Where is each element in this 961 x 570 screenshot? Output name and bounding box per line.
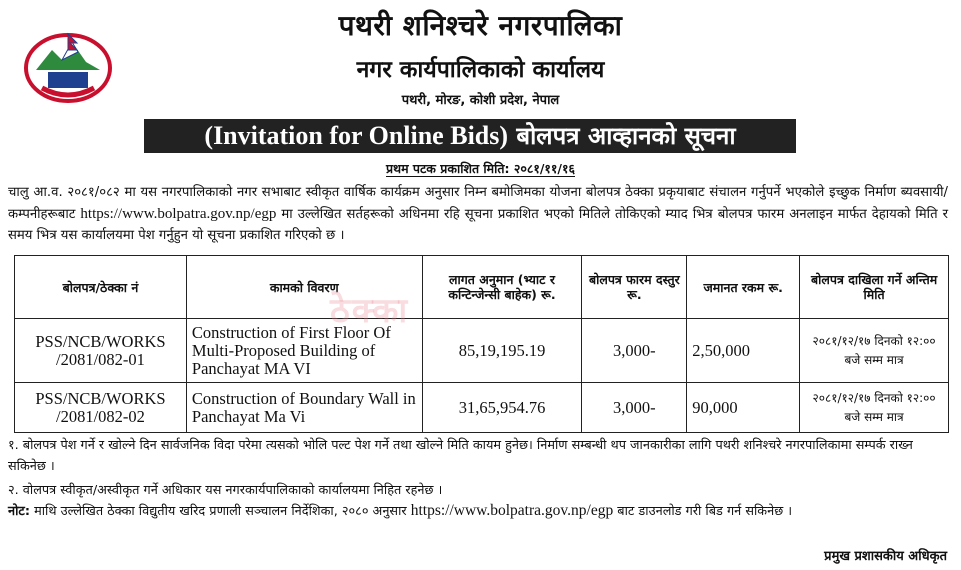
publication-date [0,160,961,177]
security-amount: 2,50,000 [687,319,800,383]
work-description: Construction of First Floor Of Multi-Proposed Building of Panchayat MA VI [186,319,422,383]
note-1: १. बोलपत्र पेश गर्ने र खोल्ने दिन सार्वजनिक विदा परेमा त्यसको भोलि पल्ट पेश गर्ने तथा खोल्ने मिति कायम हुनेछ। निर्माण सम्बन्धी थप जानकारीका लागि पथरी शनिश्चरे नगरपालिकामा सम्पर्क राख्न सकिनेछ । [8,438,913,474]
cost-estimate: 31,65,954.76 [422,383,582,433]
bolpatra-download-link[interactable]: https://www.bolpatra.gov.np/egp [410,502,614,519]
office-name: नगर कार्यपालिकाको कार्यालय [356,57,605,83]
intro-paragraph [8,182,948,247]
notice-title-english: (Invitation for Online Bids) [204,121,509,150]
intro-text-1: चालु आ.व. २०८१/०८२ मा यस नगरपालिकाको नगर सभाबाट स्वीकृत वार्षिक कार्यक्रम अनुसार निम्न बमोजिमका योजना बोलपत्र ठेक्का प्रकृयाबाट संचालन गर्नुपर्ने भएकोले इच्छुक निर्माण ब्यवसायी/कम्पनीहरूबाट [8,185,948,222]
intro-text-2: मा उल्लेखित सर्तहरूको अधिनमा रहि सूचना प्रकाशित भएको मितिले तोकिएको म्याद भित्र बोलपत्र फारम अनलाइन मार्फत देहायको मिति र समय भित्र यस कार्यालयमा पेश गर्नुहुन यो सूचना प्रकाशित गरिएको छ । [8,206,948,243]
watermark: ठेक्का [330,291,410,331]
col-header-description: कामको विवरण [186,256,422,319]
col-header-form-fee: बोलपत्र फारम दस्तुर रू. [582,256,687,319]
note-label: नोट: [8,504,30,519]
publication-date-text: प्रथम पटक प्रकाशित मिति: २०८१/११/१६ [385,161,575,176]
deadline: २०८१/१२/१७ दिनको १२:०० बजे सम्म मात्र [800,319,949,383]
note-3 [8,500,948,522]
col-header-deadline: बोलपत्र दाखिला गर्ने अन्तिम मिति [800,256,949,319]
bid-table [14,255,949,433]
note-3-text-1: माथि उल्लेखित ठेक्का विद्युतीय खरिद प्रणाली सञ्चालन निर्देशिका, २०८० अनुसार [34,504,407,519]
work-description: Construction of Boundary Wall in Panchayat Ma Vi [186,383,422,433]
notice-title-nepali: बोलपत्र आव्हानको सूचना [516,122,736,150]
deadline: २०८१/१२/१७ दिनको १२:०० बजे सम्म मात्र [800,383,949,433]
contract-no: PSS/NCB/WORKS /2081/082-02 [15,383,187,433]
office-address: पथरी, मोरङ, कोशी प्रदेश, नेपाल [401,93,560,108]
notice-title [144,119,796,153]
form-fee: 3,000- [582,383,687,433]
form-fee: 3,000- [582,319,687,383]
col-header-cost-estimate: लागत अनुमान (भ्याट र कन्टिन्जेन्सी बाहेक) रू. [422,256,582,319]
table-header-row [15,256,949,319]
bolpatra-link[interactable]: https://www.bolpatra.gov.np/egp [80,205,277,222]
cost-estimate: 85,19,195.19 [422,319,582,383]
municipality-name: पथरी शनिश्चरे नगरपालिका [338,9,623,42]
table-row [15,319,949,383]
signature-title: प्रमुख प्रशासकीय अधिकृत [824,549,947,564]
note-3-text-2: बाट डाउनलोड गरी बिड गर्न सकिनेछ । [617,504,793,519]
contract-no: PSS/NCB/WORKS /2081/082-01 [15,319,187,383]
note-2: २. वोलपत्र स्वीकृत/अस्वीकृत गर्ने अधिकार यस नगरकार्यपालिकाको कार्यालयमा निहित रहनेछ । [8,483,443,498]
col-header-contract-no: बोलपत्र/ठेक्का नं [15,256,187,319]
security-amount: 90,000 [687,383,800,433]
table-row [15,383,949,433]
col-header-security: जमानत रकम रू. [687,256,800,319]
